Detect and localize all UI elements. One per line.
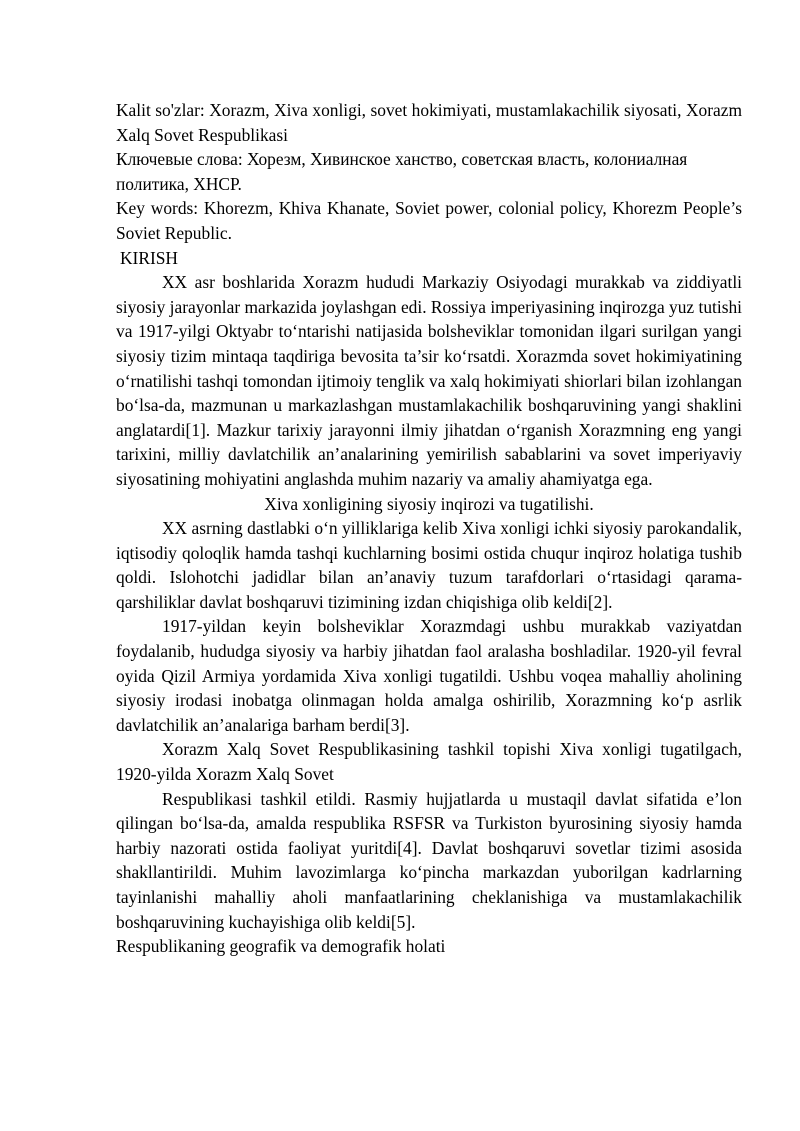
document-page	[116, 98, 742, 959]
paragraph: Respublikasi tashkil etildi. Rasmiy hujjatlarda u mustaqil davlat sifatida e’lon qilingan bo‘lsa-da, amalda respublika RSFSR va Turkiston byurosining siyosiy hamda harbiy nazorati ostida faoliyat yuritdi[4]. Davlat boshqaruvi sovetlar tizimi asosida shakllantirildi. Muhim lavozimlarga ko‘pincha markazdan yuborilgan kadrlarning tayinlanishi mahalliy aholi manfaatlarining cheklanishiga va mustamlakachilik boshqaruvining kuchayishiga olib keldi[5].	[116, 788, 742, 932]
section-heading-khanate-crisis: Xiva xonligining siyosiy inqirozi va tugatilishi.	[264, 493, 594, 514]
section-heading-geography: Respublikaning geografik va demografik holati	[116, 936, 446, 957]
paragraph: XX asrning dastlabki o‘n yilliklariga kelib Xiva xonligi ichki siyosiy parokandalik, iqtisodiy qoloqlik hamda tashqi kuchlarning bosimi ostida chuqur inqiroz holatiga tushib qoldi. Islohotchi jadidlar bilan an’anaviy tuzum tarafdorlari o‘rtasidagi qarama-qarshiliklar davlat boshqaruvi tizimining izdan chiqishiga olib keldi[2].	[116, 518, 742, 612]
section-heading-intro: KIRISH	[120, 247, 178, 268]
keywords-russian: Ключевые слова: Хорезм, Хивинское ханство, советская власть, колониалная политика, ХНСР.	[116, 149, 688, 194]
keywords-english: Key words: Khorezm, Khiva Khanate, Soviet power, colonial policy, Khorezm People’s Soviet Republic.	[116, 198, 742, 243]
paragraph: 1917-yildan keyin bolsheviklar Xorazmdagi ushbu murakkab vaziyatdan foydalanib, hududga siyosiy va harbiy jihatdan faol aralasha boshladilar. 1920-yil fevral oyida Qizil Armiya yordamida Xiva xonligi tugatildi. Ushbu voqea mahalliy aholining siyosiy irodasi inobatga olinmagan holda amalga oshirilib, Xorazmning ko‘p asrlik davlatchilik an’analariga barham berdi[3].	[116, 616, 742, 735]
keywords-uzbek: Kalit so'zlar: Xorazm, Xiva xonligi, sovet hokimiyati, mustamlakachilik siyosati, Xorazm Xalq Sovet Respublikasi	[116, 100, 742, 145]
paragraph: Xorazm Xalq Sovet Respublikasining tashkil topishi Xiva xonligi tugatilgach, 1920-yilda Xorazm Xalq Sovet	[116, 739, 742, 785]
intro-paragraph: XX asr boshlarida Xorazm hududi Markaziy Osiyodagi murakkab va ziddiyatli siyosiy jarayonlar markazida joylashgan edi. Rossiya imperiyasining inqirozga yuz tutishi va 1917-yilgi Oktyabr to‘ntarishi natijasida bolsheviklar tomonidan ilgari surilgan yangi siyosiy tizim mintaqa taqdiriga bevosita ta’sir ko‘rsatdi. Xorazmda sovet hokimiyatining o‘rnatilishi tashqi tomondan ijtimoiy tenglik va xalq hokimiyati shiorlari bilan izohlangan bo‘lsa-da, mazmunan u markazlashgan mustamlakachilik boshqaruvining yangi shaklini anglatardi[1]. Mazkur tarixiy jarayonni ilmiy jihatdan o‘rganish Xorazmning eng yangi tarixini, milliy davlatchilik an’analarining yemirilish sabablarini va sovet imperiyaviy siyosatining mohiyatini anglashda muhim nazariy va amaliy ahamiyatga ega.	[116, 272, 742, 489]
